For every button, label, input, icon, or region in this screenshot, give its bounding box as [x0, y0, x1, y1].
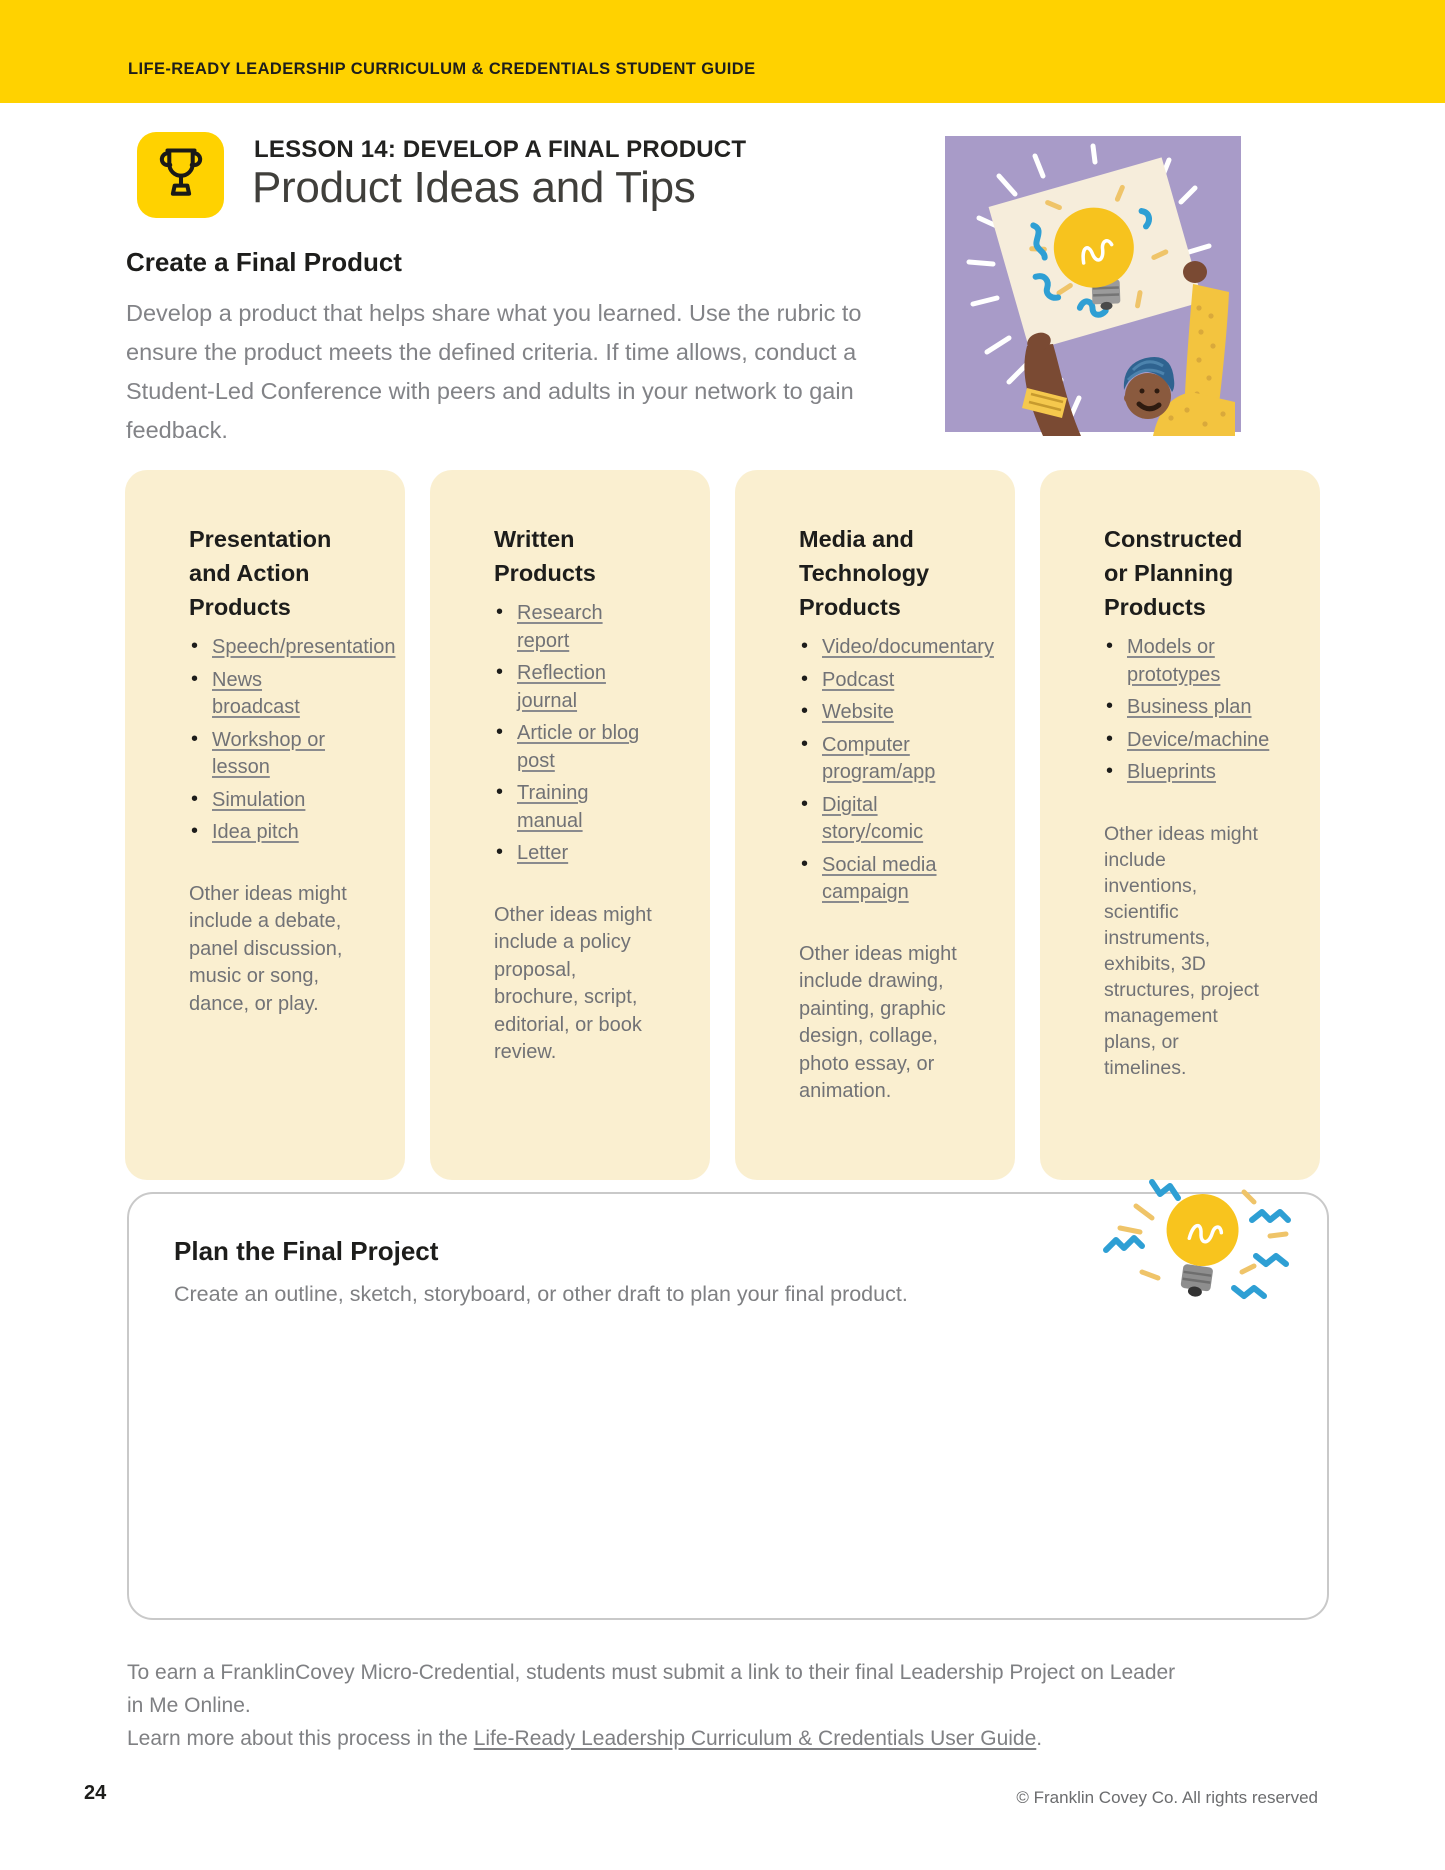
- plan-box-heading: Plan the Final Project: [174, 1236, 439, 1266]
- list-item: [799, 634, 994, 662]
- intro-heading: Create a Final Product: [126, 247, 402, 277]
- list-item: [494, 780, 653, 835]
- list-item: [799, 732, 958, 787]
- list-item: [799, 667, 958, 695]
- copyright-notice: © Franklin Covey Co. All rights reserved: [1016, 1788, 1318, 1807]
- product-link[interactable]: Research report: [517, 602, 603, 652]
- product-link[interactable]: Models or prototypes: [1127, 636, 1221, 686]
- column-heading: Media and Technology Products: [799, 526, 930, 620]
- user-guide-link[interactable]: Life-Ready Leadership Curriculum & Credentials User Guide: [473, 1727, 1037, 1750]
- product-link-list: [1104, 634, 1270, 787]
- column-heading: Written Products: [494, 526, 596, 586]
- product-link[interactable]: Article or blog post: [517, 722, 640, 772]
- list-item: [1104, 759, 1263, 787]
- product-link-list: [799, 634, 994, 907]
- product-link[interactable]: Speech/presentation: [212, 636, 396, 658]
- list-item: [494, 720, 653, 775]
- product-link[interactable]: Idea pitch: [212, 821, 299, 843]
- lightbulb-icon: [1100, 1170, 1305, 1322]
- list-item: [799, 852, 958, 907]
- product-link-list: [494, 600, 653, 868]
- trophy-icon: [154, 142, 208, 209]
- product-link-list: [189, 634, 396, 847]
- list-item: [799, 699, 958, 727]
- trophy-badge: [137, 132, 224, 218]
- product-link[interactable]: Simulation: [212, 788, 306, 811]
- column-constructed-planning: [1040, 470, 1320, 1180]
- other-ideas-text: Other ideas might include a policy proposal, brochure, script, editorial, or book review.: [494, 903, 652, 1063]
- product-link[interactable]: Video/documentary: [822, 636, 994, 658]
- list-item: [189, 819, 348, 847]
- list-item: [799, 792, 958, 847]
- list-item: [189, 634, 396, 662]
- list-item: [189, 667, 348, 722]
- column-heading: Presentation and Action Products: [189, 526, 332, 620]
- list-item: [494, 840, 653, 868]
- list-item: [189, 727, 348, 782]
- product-link[interactable]: News broadcast: [212, 668, 300, 718]
- other-ideas-text: Other ideas might include inventions, scientific instruments, exhibits, 3D structures, project management plans, or timelines.: [1104, 822, 1259, 1079]
- product-link[interactable]: Device/machine: [1127, 728, 1270, 751]
- page-title: Product Ideas and Tips: [252, 163, 696, 212]
- intro-paragraph: Develop a product that helps share what you learned. Use the rubric to ensure the product meets the defined criteria. If time allows, conduct a Student-Led Conference with peers and adults in your network to gain feedback.: [126, 300, 862, 443]
- other-ideas-text: Other ideas might include drawing, painting, graphic design, collage, photo essay, or animation.: [799, 942, 957, 1102]
- column-heading: Constructed or Planning Products: [1104, 526, 1243, 620]
- column-media-technology: [735, 470, 1015, 1180]
- product-link[interactable]: Podcast: [822, 668, 895, 691]
- product-link[interactable]: Letter: [517, 842, 569, 864]
- product-link[interactable]: Website: [822, 701, 894, 723]
- list-item: [494, 600, 653, 655]
- column-written: [430, 470, 710, 1180]
- product-link[interactable]: Reflection journal: [517, 662, 606, 712]
- page-number: 24: [84, 1782, 107, 1804]
- other-ideas-text: Other ideas might include a debate, panel discussion, music or song, dance, or play.: [189, 882, 347, 1015]
- footnote-line2-suffix: .: [1036, 1727, 1043, 1750]
- list-item: [1104, 694, 1263, 722]
- top-banner: [0, 0, 1445, 103]
- idea-poster-illustration: [943, 132, 1243, 436]
- product-link[interactable]: Computer program/app: [822, 733, 936, 783]
- micro-credential-note: [127, 1656, 1187, 1755]
- list-item: [494, 660, 653, 715]
- lesson-kicker: LESSON 14: DEVELOP A FINAL PRODUCT: [254, 136, 747, 163]
- list-item: [1104, 634, 1263, 689]
- product-link[interactable]: Business plan: [1127, 696, 1252, 718]
- product-link[interactable]: Blueprints: [1127, 761, 1216, 783]
- plan-box-instructions: Create an outline, sketch, storyboard, or other draft to plan your final product.: [174, 1282, 908, 1306]
- product-link[interactable]: Digital story/comic: [822, 793, 924, 843]
- product-link[interactable]: Training manual: [517, 782, 589, 832]
- list-item: [1104, 727, 1270, 755]
- footnote-line1: To earn a FranklinCovey Micro-Credential, students must submit a link to their final Leadership Project on Leader in Me Online.: [127, 1661, 1176, 1717]
- product-link[interactable]: Social media campaign: [822, 853, 937, 903]
- footnote-line2-prefix: Learn more about this process in the: [127, 1727, 474, 1750]
- product-columns: [125, 470, 1320, 1180]
- column-presentation-action: [125, 470, 405, 1180]
- product-link[interactable]: Workshop or lesson: [212, 728, 326, 778]
- guide-title: LIFE-READY LEADERSHIP CURRICULUM & CREDENTIALS STUDENT GUIDE: [128, 60, 756, 78]
- list-item: [189, 787, 348, 815]
